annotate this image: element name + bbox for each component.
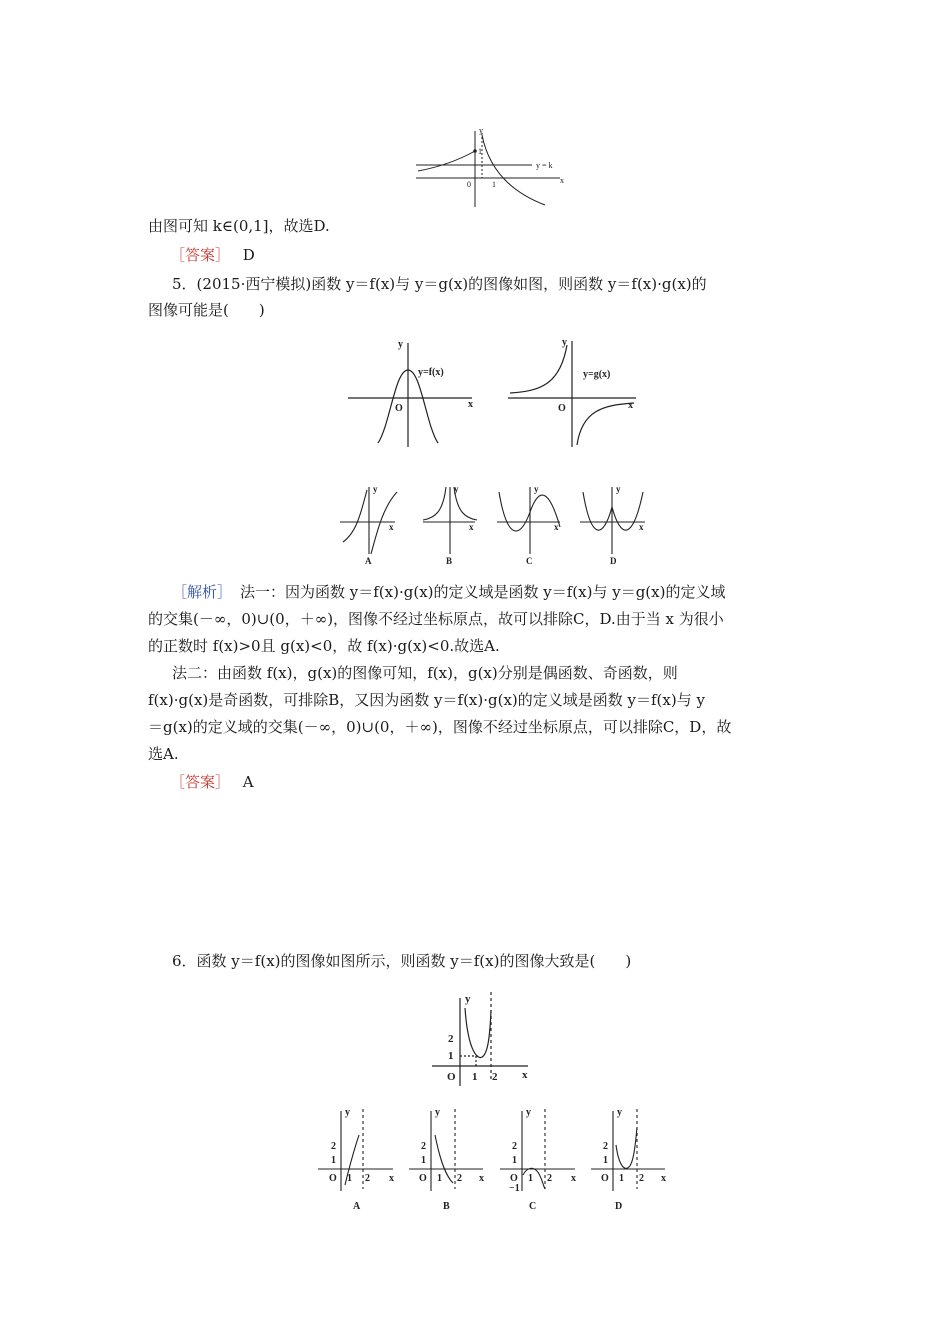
svg-text:y: y [534, 484, 539, 494]
svg-text:O: O [558, 403, 566, 414]
svg-text:2: 2 [331, 1141, 336, 1152]
fig1-y-label: y [479, 126, 483, 135]
solution-5-line3: 的正数时 f(x)>0且 g(x)<0，故 f(x)·g(x)<0.故选A. [148, 637, 500, 655]
svg-text:O: O [510, 1173, 518, 1184]
solution-5-line7: 选A. [148, 745, 179, 763]
answer-5 [170, 770, 254, 794]
svg-text:y: y [454, 484, 459, 494]
option-c: C [526, 556, 533, 566]
svg-text:2: 2 [492, 1071, 498, 1083]
svg-text:x: x [522, 1069, 528, 1081]
fig1-one-x: 1 [492, 180, 496, 189]
question-5-line2: 图像可能是( ) [148, 301, 265, 319]
svg-text:x: x [468, 399, 473, 410]
svg-text:x: x [479, 1173, 484, 1184]
svg-text:2: 2 [639, 1173, 644, 1184]
svg-text:1: 1 [512, 1155, 517, 1166]
fig1-origin: 0 [467, 180, 471, 189]
svg-text:y: y [465, 993, 471, 1005]
svg-text:x: x [469, 522, 474, 532]
fig1-one-y: 1 [478, 147, 482, 156]
svg-text:2: 2 [421, 1141, 426, 1152]
svg-text:y: y [562, 337, 567, 348]
svg-text:1: 1 [347, 1173, 352, 1184]
svg-text:1: 1 [448, 1050, 454, 1062]
svg-text:y=g(x): y=g(x) [583, 369, 611, 380]
solution-5-line4: 法二：由函数 f(x)，g(x)的图像可知，f(x)，g(x)分别是偶函数、奇函数，则 [172, 664, 678, 682]
option6-b: B [443, 1201, 450, 1212]
g-curve-left [510, 345, 567, 393]
svg-text:x: x [639, 522, 644, 532]
figure-intersection-y-k [410, 125, 570, 210]
answer-4 [170, 243, 255, 267]
figure-f-and-g [340, 335, 650, 455]
svg-text:y: y [526, 1107, 531, 1118]
curve-right [482, 135, 545, 205]
solution-5-line6: ＝g(x)的定义域的交集(－∞，0)∪(0，＋∞)，图像不经过坐标原点，可以排除C，D，故 [148, 718, 732, 736]
svg-text:O: O [419, 1173, 427, 1184]
svg-text:y: y [345, 1107, 350, 1118]
answer-tag: ［答案］ [170, 246, 231, 264]
solution-5-line1: ［解析］ 法一：因为函数 y＝f(x)·g(x)的定义域是函数 y＝f(x)与 y＝g(x)的定义域 [172, 583, 726, 601]
svg-text:O: O [395, 403, 403, 414]
svg-text:x: x [628, 400, 633, 411]
svg-text:x: x [571, 1173, 576, 1184]
svg-text:2: 2 [457, 1173, 462, 1184]
svg-text:x: x [661, 1173, 666, 1184]
options-q5 [335, 482, 655, 572]
option-a: A [365, 556, 372, 566]
svg-text:1: 1 [331, 1155, 336, 1166]
svg-text:2: 2 [512, 1141, 517, 1152]
question-6: 6．函数 y＝f(x)的图像如图所示，则函数 y＝f(x)的图像大致是( ) [172, 952, 632, 970]
g-curve-right [577, 403, 634, 445]
svg-text:1: 1 [472, 1071, 478, 1083]
svg-text:1: 1 [603, 1155, 608, 1166]
fig1-x-label: x [560, 176, 564, 185]
option6-a: A [353, 1201, 361, 1212]
svg-text:−1: −1 [509, 1183, 520, 1194]
answer-tag: ［答案］ [170, 773, 231, 791]
svg-text:1: 1 [619, 1173, 624, 1184]
svg-text:x: x [554, 522, 559, 532]
option-d: D [610, 556, 617, 566]
svg-text:2: 2 [448, 1033, 454, 1045]
question-5-line1: 5．(2015·西宁模拟)函数 y＝f(x)与 y＝g(x)的图像如图，则函数 y＝f(x)·g(x)的 [172, 275, 707, 293]
conclusion-k: 由图可知 k∈(0,1]，故选D. [148, 217, 330, 235]
option-b: B [446, 556, 453, 566]
answer-value: A [242, 773, 254, 791]
options-q6 [313, 1105, 678, 1217]
fig1-k-label: y = k [536, 161, 553, 170]
svg-text:y: y [398, 339, 403, 350]
svg-text:1: 1 [528, 1173, 533, 1184]
svg-text:x: x [389, 522, 394, 532]
svg-text:x: x [389, 1173, 394, 1184]
svg-text:y: y [616, 484, 621, 494]
svg-text:2: 2 [547, 1173, 552, 1184]
svg-text:O: O [601, 1173, 609, 1184]
option6-c: C [529, 1201, 537, 1212]
solution-5-line5: f(x)·g(x)是奇函数，可排除B，又因为函数 y＝f(x)·g(x)的定义域是函数 y＝f(x)与 y [148, 691, 705, 709]
svg-text:1: 1 [437, 1173, 442, 1184]
svg-text:y: y [617, 1107, 622, 1118]
svg-text:y: y [435, 1107, 440, 1118]
svg-text:y: y [373, 484, 378, 494]
answer-value: D [242, 246, 255, 264]
option6-d: D [615, 1201, 623, 1212]
curve-left [418, 151, 475, 171]
svg-text:2: 2 [365, 1173, 370, 1184]
svg-text:O: O [329, 1173, 337, 1184]
figure-q6-f [430, 990, 535, 1090]
svg-text:O: O [447, 1071, 456, 1083]
svg-text:y=f(x): y=f(x) [418, 367, 444, 378]
svg-text:2: 2 [603, 1141, 608, 1152]
analysis-tag: ［解析］ [172, 583, 233, 601]
solution-5-line2: 的交集(－∞，0)∪(0，＋∞)，图像不经过坐标原点，故可以排除C，D.由于当 x 为很小 [148, 610, 724, 628]
svg-text:1: 1 [421, 1155, 426, 1166]
